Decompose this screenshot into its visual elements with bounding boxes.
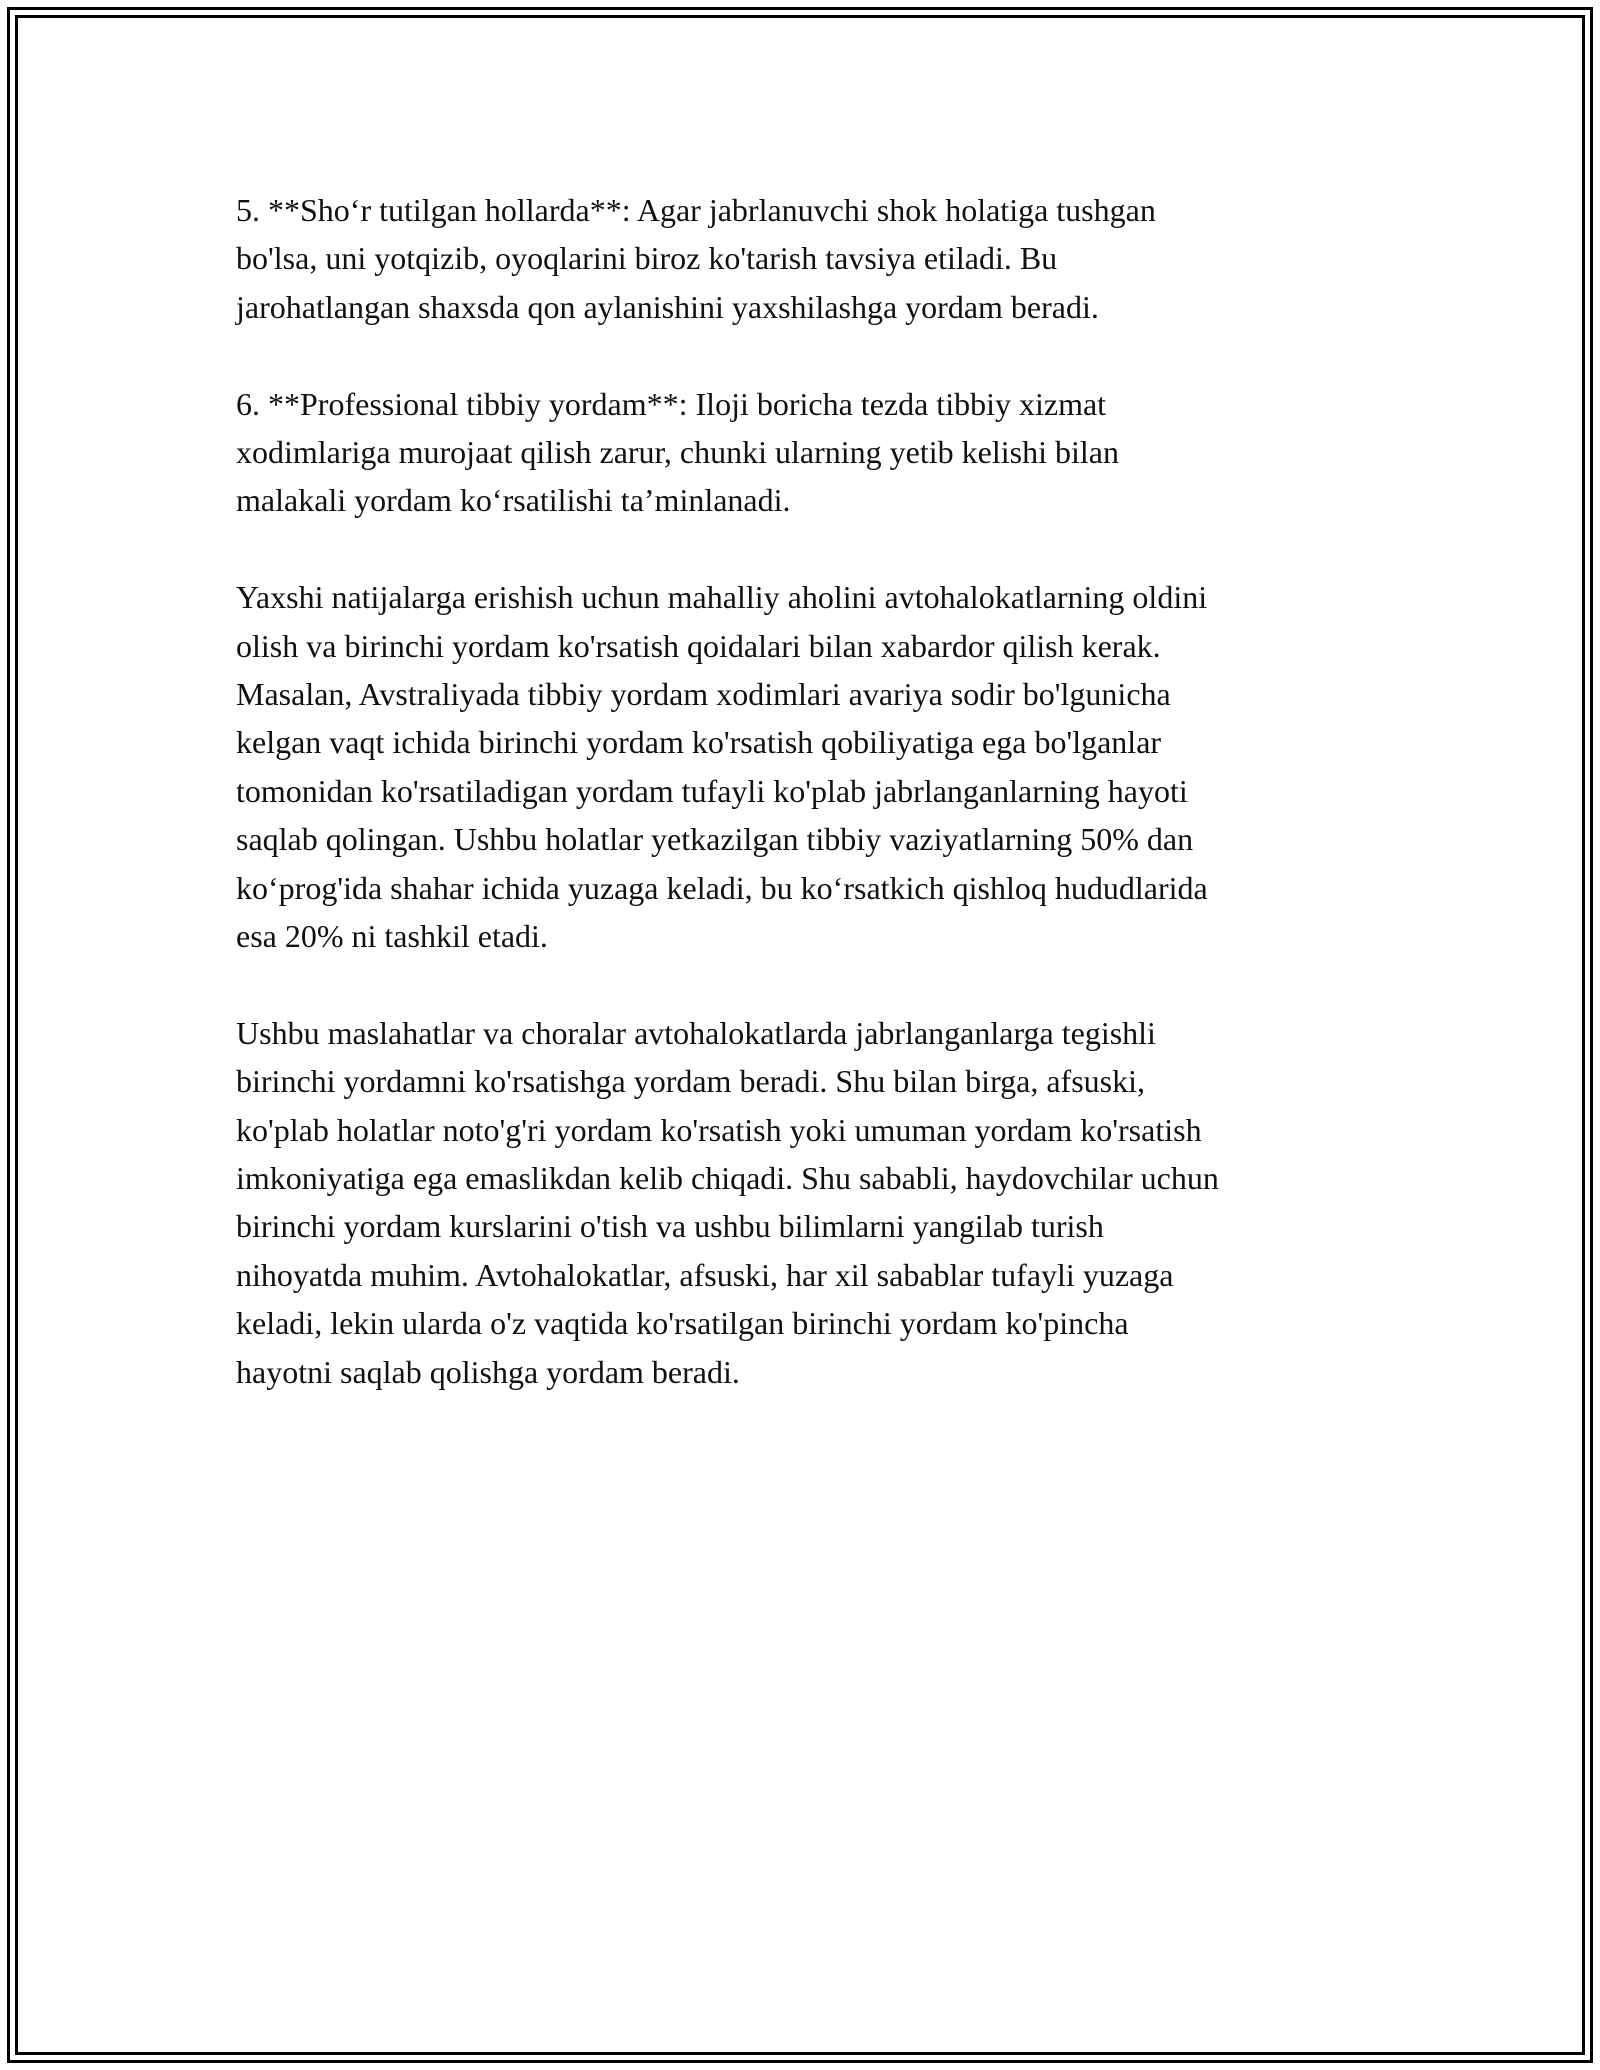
- text-line: ko'plab holatlar noto'g'ri yordam ko'rsatish yoki umuman yordam ko'rsatish: [236, 1111, 1202, 1148]
- text-line: malakali yordam ko‘rsatilishi ta’minlanadi.: [236, 482, 791, 519]
- text-line: birinchi yordamni ko'rsatishga yordam beradi. Shu bilan birga, afsuski,: [236, 1063, 1145, 1100]
- paragraph-professional-help: [236, 380, 1366, 525]
- text-line: Yaxshi natijalarga erishish uchun mahalliy aholini avtohalokatlarning oldini: [236, 579, 1208, 616]
- text-line: saqlab qolingan. Ushbu holatlar yetkazilgan tibbiy vaziyatlarning 50% dan: [236, 821, 1194, 858]
- text-line: xodimlariga murojaat qilish zarur, chunki ularning yetib kelishi bilan: [236, 434, 1119, 471]
- text-line: Ushbu maslahatlar va choralar avtohalokatlarda jabrlanganlarga tegishli: [236, 1014, 1156, 1051]
- text-line: ko‘prog'ida shahar ichida yuzaga keladi, bu ko‘rsatkich qishloq hududlarida: [236, 869, 1208, 906]
- text-line: olish va birinchi yordam ko'rsatish qoidalari bilan xabardor qilish kerak.: [236, 627, 1161, 664]
- text-line: nihoyatda muhim. Avtohalokatlar, afsuski, har xil sabablar tufayli yuzaga: [236, 1256, 1174, 1293]
- paragraph-shock-first-aid: [236, 186, 1366, 331]
- text-line: Masalan, Avstraliyada tibbiy yordam xodimlari avariya sodir bo'lgunicha: [236, 676, 1171, 713]
- text-line: keladi, lekin ularda o'z vaqtida ko'rsatilgan birinchi yordam ko'pincha: [236, 1305, 1129, 1342]
- paragraph-public-awareness: [236, 573, 1366, 960]
- text-line: birinchi yordam kurslarini o'tish va ushbu bilimlarni yangilab turish: [236, 1208, 1104, 1245]
- text-line: imkoniyatiga ega emaslikdan kelib chiqadi. Shu sababli, haydovchilar uchun: [236, 1160, 1219, 1197]
- text-line: hayotni saqlab qolishga yordam beradi.: [236, 1353, 740, 1390]
- text-line: bo'lsa, uni yotqizib, oyoqlarini biroz ko'tarish tavsiya etiladi. Bu: [236, 240, 1058, 277]
- text-line: 6. **Professional tibbiy yordam**: Iloji boricha tezda tibbiy xizmat: [236, 385, 1107, 422]
- text-line: jarohatlangan shaxsda qon aylanishini yaxshilashga yordam beradi.: [236, 288, 1099, 325]
- text-line: kelgan vaqt ichida birinchi yordam ko'rsatish qobiliyatiga ega bo'lganlar: [236, 724, 1162, 761]
- document-body: [236, 186, 1366, 1445]
- text-line: tomonidan ko'rsatiladigan yordam tufayli ko'plab jabrlanganlarning hayoti: [236, 772, 1188, 809]
- paragraph-conclusion: [236, 1009, 1366, 1396]
- text-line: 5. **Sho‘r tutilgan hollarda**: Agar jabrlanuvchi shok holatiga tushgan: [236, 192, 1156, 228]
- text-line: esa 20% ni tashkil etadi.: [236, 918, 548, 955]
